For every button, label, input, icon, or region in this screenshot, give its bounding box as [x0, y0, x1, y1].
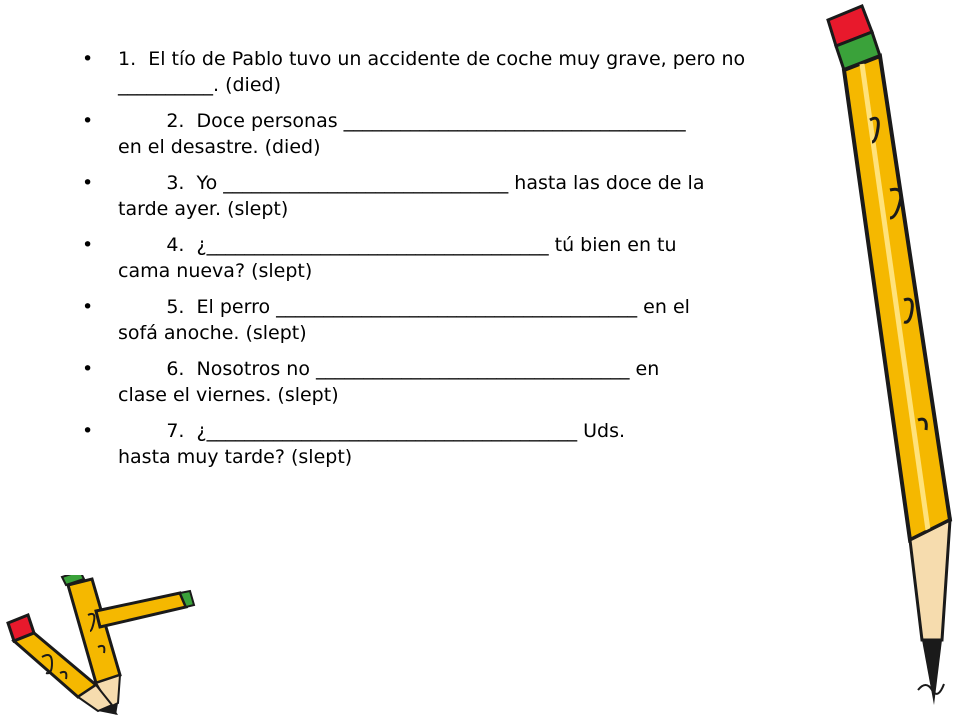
- list-item: [82, 108, 882, 160]
- item-line-1: 2. Doce personas ____________________________________: [118, 110, 686, 132]
- list-item: [82, 232, 882, 284]
- item-line-1: 4. ¿____________________________________ tú bien en tu: [118, 234, 677, 256]
- list-item: [82, 356, 882, 408]
- item-line-2: clase el viernes. (slept): [118, 384, 339, 406]
- item-line-2: __________. (died): [118, 74, 281, 96]
- bullet: •: [82, 234, 94, 256]
- exercise-list: [82, 46, 882, 480]
- item-line-1: 7. ¿_______________________________________ Uds.: [118, 420, 626, 442]
- list-item: [82, 418, 882, 470]
- item-line-1: 6. Nosotros no _________________________________ en: [118, 358, 660, 380]
- item-line-2: hasta muy tarde? (slept): [118, 446, 353, 468]
- item-line-1: 3. Yo ______________________________ hasta las doce de la: [118, 172, 705, 194]
- pencil-clipart-bottom-left-icon: [0, 575, 200, 715]
- item-line-2: sofá anoche. (slept): [118, 322, 307, 344]
- item-line-2: cama nueva? (slept): [118, 260, 313, 282]
- list-item: [82, 294, 882, 346]
- list-item: [82, 46, 882, 98]
- item-line-2: en el desastre. (died): [118, 136, 321, 158]
- item-line-2: tarde ayer. (slept): [118, 198, 289, 220]
- bullet: •: [82, 172, 94, 194]
- bullet: •: [82, 296, 94, 318]
- list-item: [82, 170, 882, 222]
- pencil-clipart-right-icon: [800, 0, 960, 720]
- item-line-1: 5. El perro ______________________________________ en el: [118, 296, 690, 318]
- bullet: •: [82, 48, 94, 70]
- bullet: •: [82, 420, 94, 442]
- bullet: •: [82, 358, 94, 380]
- bullet: •: [82, 110, 94, 132]
- item-line-1: 1. El tío de Pablo tuvo un accidente de coche muy grave, pero no: [118, 48, 746, 70]
